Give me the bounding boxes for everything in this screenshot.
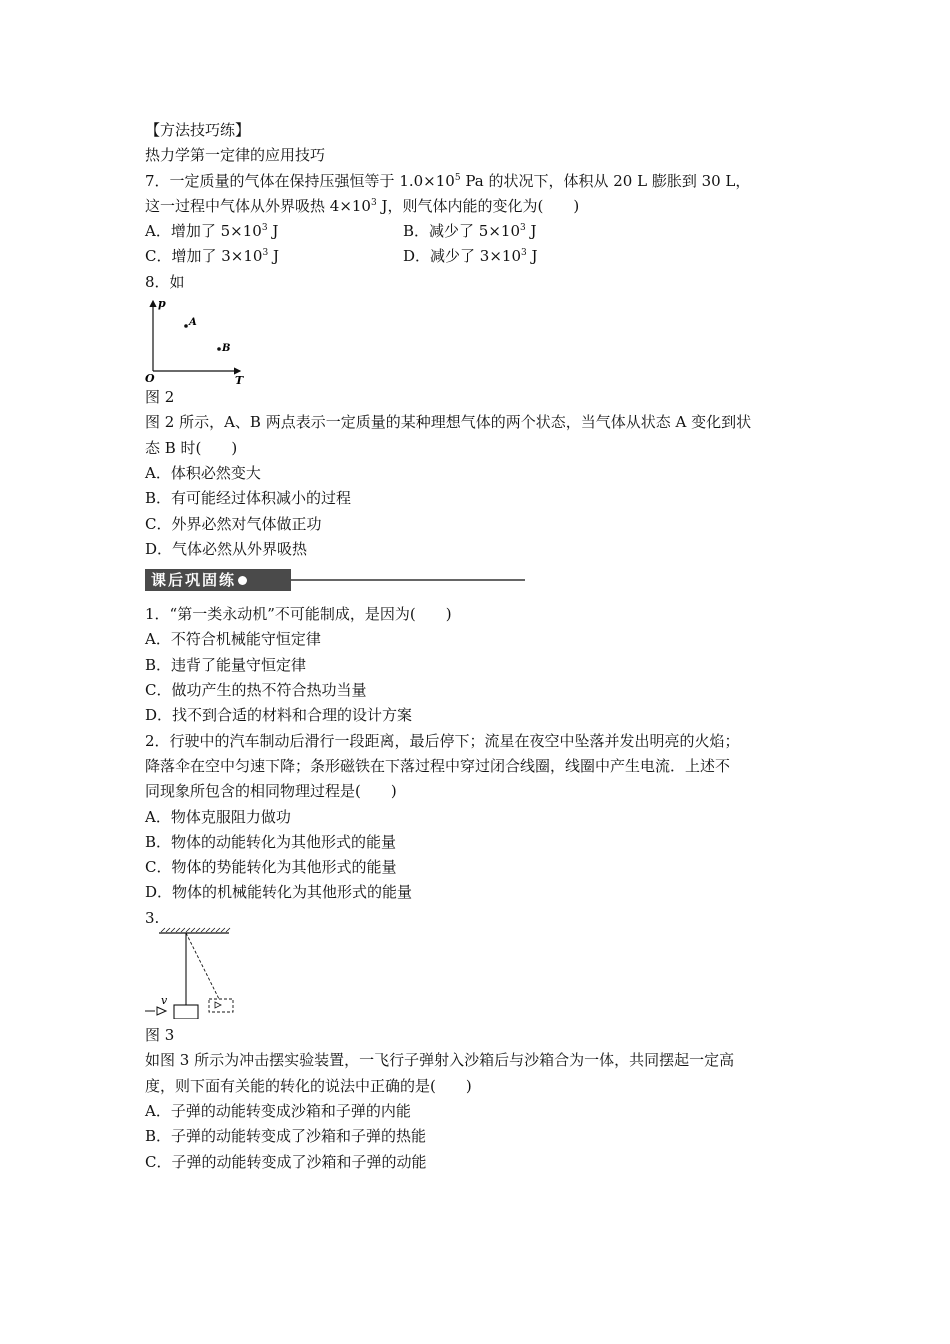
q8-option-c: C．外界必然对气体做正功 bbox=[145, 514, 322, 533]
q7-options-row-1 bbox=[145, 219, 815, 244]
figure-2-pt-diagram bbox=[145, 295, 815, 385]
y-axis-label: p bbox=[158, 297, 166, 311]
r3-option-a: A．子弹的动能转变成沙箱和子弹的内能 bbox=[145, 1101, 411, 1120]
r3-stem-line-1: 如图 3 所示为冲击摆实验装置，一飞行子弹射入沙箱后与沙箱合为一体，共同摆起一定高 bbox=[145, 1051, 735, 1070]
r2-option-a: A．物体克服阻力做功 bbox=[145, 807, 291, 826]
r3-option-c: C．子弹的动能转变成了沙箱和子弹的动能 bbox=[145, 1152, 427, 1171]
figure-3-ballistic-pendulum bbox=[145, 931, 815, 1023]
q7-option-d: D．减少了 $3\times 10^3$ J bbox=[403, 247, 538, 266]
r2-option-c: C．物体的势能转化为其他形式的能量 bbox=[145, 858, 397, 877]
banner-dot-icon bbox=[238, 576, 247, 585]
r1-stem: 1．“第一类永动机”不可能制成，是因为( ) bbox=[145, 605, 452, 624]
section-subtitle: 热力学第一定律的应用技巧 bbox=[145, 146, 326, 165]
section-header-method: 【方法技巧练】 bbox=[145, 121, 251, 139]
banner-rule bbox=[285, 579, 525, 581]
section-banner-review bbox=[145, 566, 815, 596]
origin-label: O bbox=[145, 372, 155, 386]
r2-stem-line-3: 同现象所包含的相同物理过程是( ) bbox=[145, 782, 397, 801]
q8-stem-line-2: 态 B 时( ) bbox=[145, 438, 238, 457]
q7-stem-line-1: 7．一定质量的气体在保持压强恒等于 $1.0\times 10^5$ Pa 的状况下，体积从 20 L 膨胀到 30 L， bbox=[145, 171, 751, 190]
worksheet-page bbox=[145, 118, 815, 1175]
q7-stem-line-2: 这一过程中气体从外界吸热 $4\times 10^3$ J，则气体内能的变化为( ) bbox=[145, 196, 580, 215]
banner-label: 课后巩固练 bbox=[145, 569, 291, 591]
r1-option-c: C．做功产生的热不符合热功当量 bbox=[145, 681, 367, 700]
bullet-icon bbox=[157, 1007, 166, 1015]
r2-stem-line-2: 降落伞在空中匀速下降；条形磁铁在下落过程中穿过闭合线圈，线圈中产生电流．上述不 bbox=[145, 756, 731, 775]
r3-stem-line-2: 度，则下面有关能的转化的说法中正确的是( ) bbox=[145, 1076, 472, 1095]
review-question-3 bbox=[145, 906, 815, 1175]
q7-options-row-2 bbox=[145, 244, 815, 269]
r1-option-b: B．违背了能量守恒定律 bbox=[145, 655, 307, 674]
q8-option-a: A．体积必然变大 bbox=[145, 463, 261, 482]
point-b-label: B bbox=[222, 343, 231, 355]
question-7 bbox=[145, 169, 815, 270]
point-b bbox=[217, 347, 221, 351]
figure-3-caption: 图 3 bbox=[145, 1026, 175, 1045]
q8-option-d: D．气体必然从外界吸热 bbox=[145, 539, 308, 558]
sand-box-swung-dashed bbox=[209, 999, 233, 1012]
figure-2-caption: 图 2 bbox=[145, 388, 175, 407]
r2-option-d: D．物体的机械能转化为其他形式的能量 bbox=[145, 883, 413, 902]
ceiling-hatch bbox=[161, 928, 230, 932]
bullet-in-box-icon bbox=[215, 1002, 221, 1008]
r1-option-d: D．找不到合适的材料和合理的设计方案 bbox=[145, 706, 413, 725]
x-axis-label: T bbox=[235, 374, 244, 386]
review-question-2 bbox=[145, 729, 815, 906]
q7-option-c: C．增加了 $3\times 10^3$ J bbox=[145, 247, 279, 266]
point-a-label: A bbox=[189, 317, 197, 329]
pt-graph bbox=[145, 295, 255, 385]
swung-string-dashed bbox=[186, 933, 219, 999]
velocity-label: v bbox=[161, 994, 168, 1008]
q7-option-b: B．减少了 $5\times 10^3$ J bbox=[403, 222, 537, 241]
r2-stem-line-1: 2．行驶中的汽车制动后滑行一段距离，最后停下；流星在夜空中坠落并发出明亮的火焰； bbox=[145, 731, 740, 750]
q8-stem-line-1: 图 2 所示，A、B 两点表示一定质量的某种理想气体的两个状态，当气体从状态 A 变化到状 bbox=[145, 413, 752, 432]
r1-option-a: A．不符合机械能守恒定律 bbox=[145, 630, 321, 649]
sand-box bbox=[174, 1005, 198, 1019]
r3-lead: 3. bbox=[145, 908, 160, 927]
q7-option-a: A．增加了 $5\times 10^3$ J bbox=[145, 222, 279, 241]
q8-option-b: B．有可能经过体积减小的过程 bbox=[145, 489, 352, 508]
review-question-1 bbox=[145, 602, 815, 728]
r2-option-b: B．物体的动能转化为其他形式的能量 bbox=[145, 832, 397, 851]
question-8 bbox=[145, 270, 815, 562]
point-a bbox=[184, 324, 188, 328]
r3-option-b: B．子弹的动能转变成了沙箱和子弹的热能 bbox=[145, 1127, 427, 1146]
q8-lead: 8．如 bbox=[145, 272, 185, 291]
pendulum-diagram bbox=[145, 927, 245, 1019]
